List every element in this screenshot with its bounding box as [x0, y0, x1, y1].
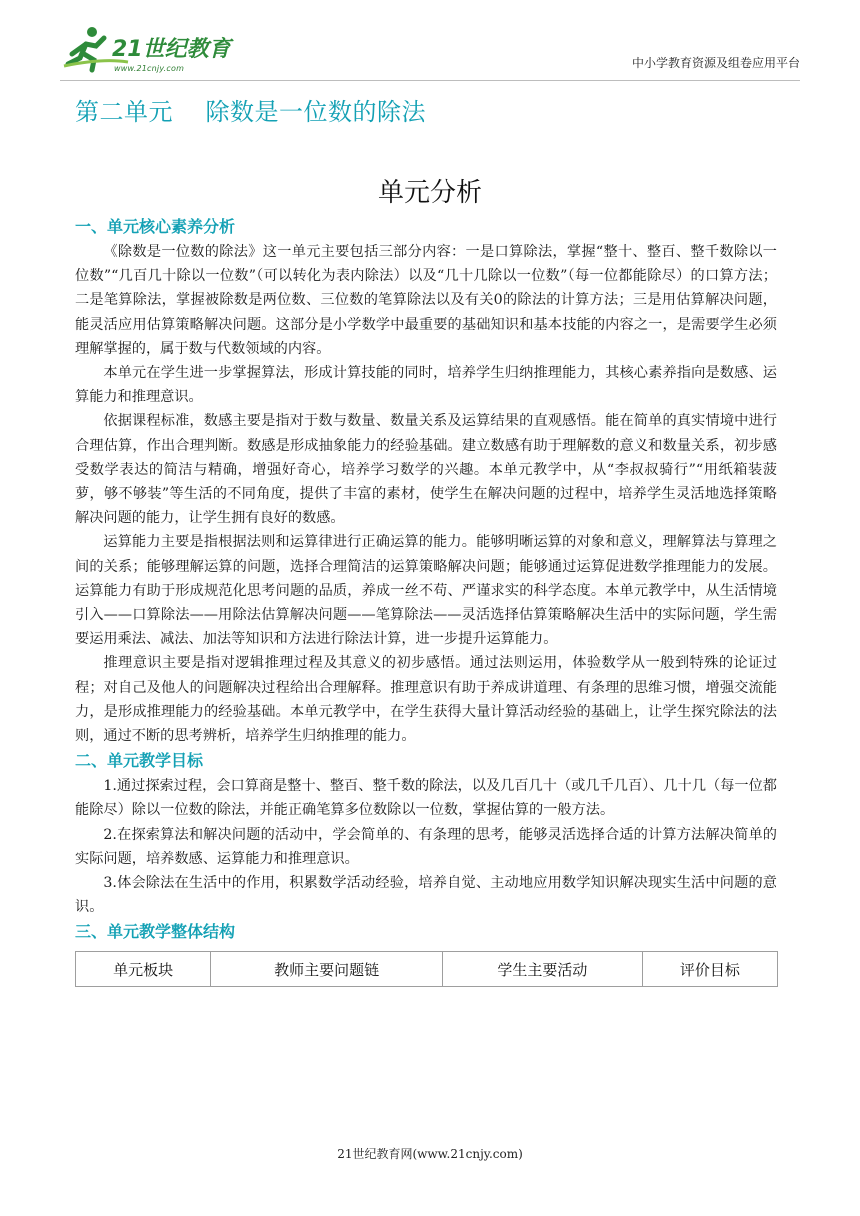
analysis-title: 单元分析	[377, 178, 482, 208]
goal-item: 2.在探索算法和解决问题的活动中，学会简单的、有条理的思考，能够灵活选择合适的计算方法解决简单的实际问题，培养数感、运算能力和推理意识。	[75, 826, 777, 867]
platform-name: 中小学教育资源及组卷应用平台	[631, 56, 800, 70]
paragraph: 运算能力主要是指根据法则和运算律进行正确运算的能力。能够明晰运算的对象和意义，理解算法与算理之间的关系；能够理解运算的问题，选择合理简洁的运算策略解决问题；能够通过运算促进数学推理能力的发展。运算能力有助于形成规范化思考问题的品质，养成一丝不苟、严谨求实的科学态度。本单元教学中，从生活情境引入——口算除法——用除法估算解决问题——笔算除法——灵活选择估算策略解决生活中的实际问题，学生需要运用乘法、减法、加法等知识和方法进行除法计算，进一步提升运算能力。	[75, 534, 777, 648]
table-header-cell: 评价目标	[642, 952, 777, 987]
paragraph: 推理意识主要是指对逻辑推理过程及其意义的初步感悟。通过法则运用，体验数学从一般到特殊的论证过程；对自己及他人的问题解决过程给出合理解释。推理意识有助于养成讲道理、有条理的思维习惯，增强交流能力，是形成推理能力的经验基础。本单元教学中，在学生获得大量计算活动经验的基础上，让学生探究除法的法则，通过不断的思考辨析，培养学生归纳推理的能力。	[75, 655, 777, 745]
page-header	[60, 18, 800, 81]
goal-item: 3.体会除法在生活中的作用，积累数学活动经验，培养自觉、主动地应用数学知识解决现实生活中问题的意识。	[75, 875, 777, 916]
table-header-cell: 单元板块	[76, 952, 211, 987]
paragraph: 本单元在学生进一步掌握算法，形成计算技能的同时，培养学生归纳推理能力，其核心素养指向是数感、运算能力和推理意识。	[75, 365, 777, 406]
section-heading-goals: 二、单元教学目标	[75, 751, 204, 771]
goal-item: 1.通过探索过程，会口算商是整十、整百、整千数的除法，以及几百几十（或几千几百）、几十几（每一位都能除尽）除以一位数的除法，并能正确笔算多位数除以一位数，掌握估算的一般方法。	[75, 778, 777, 819]
main-content	[75, 214, 777, 987]
logo-url: www.21cnjy.com	[114, 64, 185, 73]
unit-title: 第二单元 除数是一位数的除法	[75, 98, 427, 126]
table-header-row	[76, 952, 778, 987]
section-heading-structure: 三、单元教学整体结构	[75, 922, 236, 942]
paragraph: 依据课程标准，数感主要是指对于数与数量、数量关系及运算结果的直观感悟。能在简单的真实情境中进行合理估算，作出合理判断。数感是形成抽象能力的经验基础。建立数感有助于理解数的意义和数量关系，初步感受数学表达的简洁与精确，增强好奇心，培养学习数学的兴趣。本单元教学中，从“李叔叔骑行”“用纸箱装菠萝，够不够装”等生活的不同角度，提供了丰富的素材，使学生在解决问题的过程中，培养学生灵活地选择策略解决问题的能力，让学生拥有良好的数感。	[75, 413, 777, 527]
table-header-cell: 学生主要活动	[443, 952, 643, 987]
structure-table	[75, 951, 778, 987]
table-header-cell: 教师主要问题链	[211, 952, 443, 987]
logo-text: 21世纪教育	[112, 37, 231, 62]
page-footer: 21世纪教育网(www.21cnjy.com)	[337, 1147, 523, 1161]
logo	[62, 24, 242, 78]
section-heading-core: 一、单元核心素养分析	[75, 217, 236, 236]
paragraph: 《除数是一位数的除法》这一单元主要包括三部分内容：一是口算除法，掌握“整十、整百、整千数除以一位数”“几百几十除以一位数”（可以转化为表内除法）以及“几十几除以一位数”（每一位都能除尽）的口算方法；二是笔算除法，掌握被除数是两位数、三位数的笔算除法以及有关0的除法的计算方法；三是用估算解决问题，能灵活应用估算策略解决问题。这部分是小学数学中最重要的基础知识和基本技能的内容之一，是需要学生必须理解掌握的，属于数与代数领域的内容。	[75, 244, 777, 357]
